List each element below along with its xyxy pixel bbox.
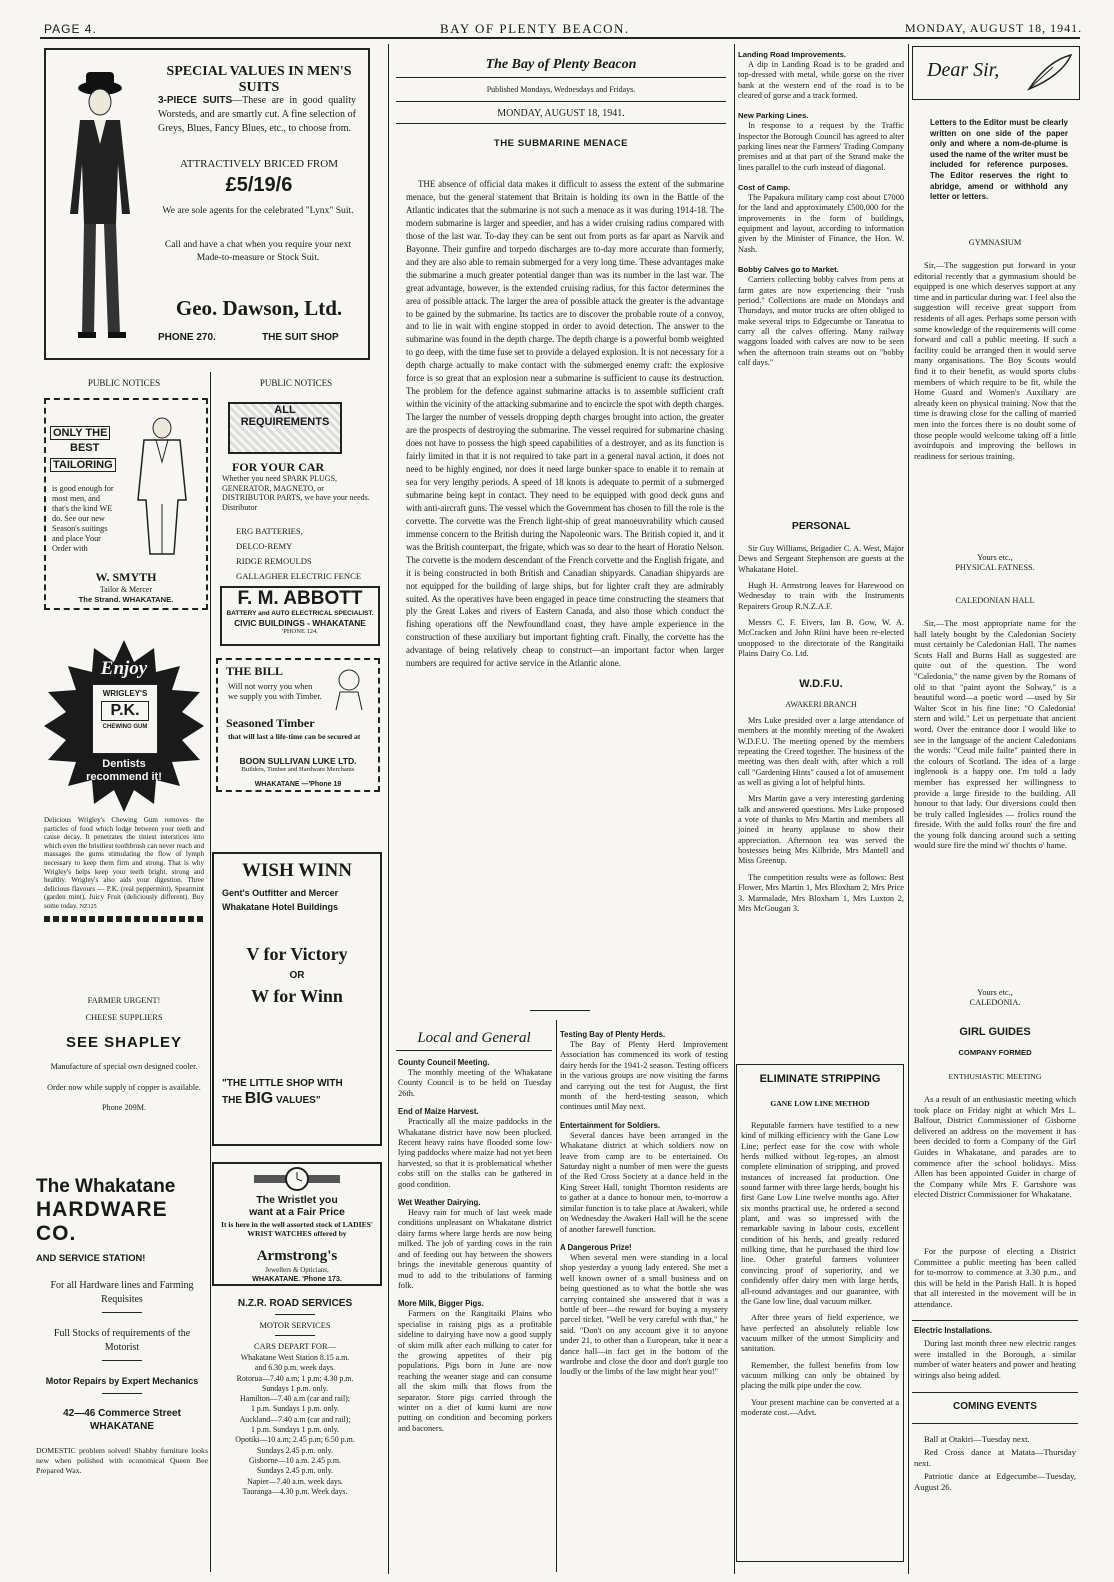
- timetable-line: Hamilton—7.40 a.m (car and rail);: [240, 1394, 350, 1404]
- girl-body: As a result of an enthusiastic meeting which took place on Friday night at which Mrs L. Balfour, District Commissioner of Gisborne delivered an address on the movement it has been decided to form a Company of the Girl Guides in Whakatane, and parades are to commence after the school holidays. Miss Allen has been appointed Guider in charge of the Company while Mrs F. Gartshore was elected District Commissioner for Whakatane.: [914, 1094, 1076, 1200]
- abbott-item-3: RIDGE REMOULDS: [236, 556, 312, 566]
- brief-body: Farmers on the Rangitaiki Plains who specialise in raising pigs as a profitable sideline to dairying have now a good supply of skim milk after each milking to cater for the growing appetites of their pig populations. Pigs born in June are now reaching the weaner stage and can consume all the skim milk that flows from the separator. Store pigs carried through the winter on a diet of kumi kumi are now putting on condition and becoming porkers and baconers.: [398, 1309, 552, 1433]
- coming-events-heading: COMING EVENTS: [953, 1401, 1037, 1412]
- abbott-body: Whether you need SPARK PLUGS, GENERATOR, MAGNETO, or DISTRIBUTOR PARTS, we have your needs. Distributor: [222, 474, 370, 512]
- hardware-c: Motor Repairs by Expert Mechanics: [45, 1376, 199, 1386]
- abbott-item-1: ERG BATTERIES,: [236, 526, 303, 536]
- tailor-man-illustration: [124, 414, 200, 564]
- hardware-t3: AND SERVICE STATION!: [36, 1252, 146, 1263]
- timetable-line: Gisborne—10 a.m. 2.45 p.m.: [248, 1455, 342, 1465]
- col4-news-briefs: [738, 46, 904, 371]
- editorial-title: THE SUBMARINE MENACE: [493, 138, 629, 149]
- armstrong-w1: The Wristlet you: [256, 1194, 338, 1206]
- dawson-suits-ad: [44, 48, 370, 360]
- dawson-title: SPECIAL VALUES IN MEN'S SUITS: [166, 64, 352, 95]
- paragraph: Reputable farmers have testified to a new kind of milking efficiency with the Gane Low Line; perfect ease for the cow with whole herds milked without leg-ropes, an almost complete elimination of stripping, and proved instances of increased fat production. One sound farmer with three large herds, bought his first Gane Low Line twelve months ago. After six months practical use, he ordered a second plant, and was so impressed with the remarkable saving in labour costs, excellent condition of his herds, and greatly reduced milking time, that he purchased the third low line. Other grateful farmers volunteer convincing proof of superiority, and we confidently offer dairy men with large herds, all-round advantages and our guarantee, with the Gane low line, dual vacuum milker.: [741, 1121, 899, 1306]
- event-item: Patriotic dance at Edgecumbe—Tuesday, August 26.: [914, 1471, 1076, 1492]
- brief-body: The Papakura military camp cost about £7000 for the land and approximately £500,000 for the improvements in the form of buildings, equipment and layout, according to information given by the Minister of Finance, the Hon. W. Nash.: [738, 193, 904, 254]
- personal-heading: PERSONAL: [791, 520, 851, 532]
- wrigley-gum: CHEWING GUM: [102, 724, 148, 730]
- armstrong-w2: want at a Fair Price: [249, 1206, 345, 1218]
- girl-guides-heading: GIRL GUIDES: [959, 1026, 1031, 1038]
- wrigley-pk: P.K.: [101, 701, 149, 721]
- winn-shop-2: THE: [222, 1095, 242, 1106]
- awakeri-heading: AWAKERI BRANCH: [785, 700, 857, 709]
- electric-heading: Electric Installations.: [914, 1326, 992, 1335]
- dawson-call: Call and have a chat when you require your next Made-to-measure or Stock Suit.: [164, 239, 352, 263]
- editorial-date: MONDAY, AUGUST 18, 1941.: [497, 108, 625, 119]
- bill-sub: Builders, Timber and Hardware Merchants: [241, 766, 355, 773]
- bill-last: that will last a life-time can be secured at: [228, 732, 361, 741]
- brief-body: In response to a request by the Traffic Inspector the Borough Council has agreed to alter parking lines near the Farmers' Trading Company premises and at that part of the Strand make the lines parallel to the curb instead of diagonal.: [738, 121, 904, 172]
- brief-body: Heavy rain for much of last week made conditions unpleasant on Whakatane district dairy farms where large herds are now being milked. The job of yarding cows in the rain and of feeding out hay between the showers brings the inevitable generous quantity of mud to add to the tribulations of farming folk.: [398, 1208, 552, 1290]
- letters-note: Letters to the Editor must be clearly written on one side of the paper only and where a nom-de-plume is used the name of the writer must be included for reference purposes. The Editor reserves the right to abridge, amend or withhold any letter or letters.: [930, 118, 1068, 202]
- shapley-see: SEE SHAPLEY: [65, 1034, 183, 1051]
- winn-outfitter-ad: [212, 852, 382, 1146]
- cal-sign-1: Yours etc.,: [977, 988, 1013, 997]
- abbott-s2: CIVIC BUILDINGS - WHAKATANE: [234, 618, 366, 628]
- paragraph: Sir Guy Williams, Brigadier C. A. West, Major Dews and Sergeant Stephenson are guests at the Whakatane Hotel.: [738, 544, 904, 574]
- hardware-addr1: 42—46 Commerce Street: [63, 1408, 181, 1419]
- wrigley-enjoy: Enjoy: [100, 658, 148, 679]
- dawson-phone: PHONE 270.: [158, 332, 216, 343]
- wdfu-items: [738, 716, 904, 920]
- bill-body: Will not worry you when we supply you with Timber.: [228, 682, 322, 701]
- dear-sir-script: Dear Sir,: [927, 59, 1000, 81]
- armstrong-body: It is here in the well assorted stock of LADIES' WRIST WATCHES offered by: [221, 1220, 373, 1238]
- paragraph: Messrs C. F. Eivers, Ian B. Gow, W. A. McCracken and John Riini have been re-elected unopposed to the directorate of the Rangitaiki Plains Dairy Co. Ltd.: [738, 618, 904, 659]
- elim-items: [741, 1121, 899, 1424]
- brief-heading: End of Maize Harvest.: [398, 1107, 479, 1117]
- hardware-domestic: DOMESTIC problem solved! Shabby furniture looks new when polished with economical Queen Bee Prepared Wax.: [36, 1446, 208, 1475]
- abbott-name: F. M. ABBOTT: [237, 588, 363, 609]
- paragraph: Your present machine can be converted at a moderate cost.—Advt.: [741, 1397, 899, 1417]
- gym-body: Sir,—The suggestion put forward in your editorial recently that a gymnasium should be equipped is one which deserves support at any time and in particular during war. I feel also the suggestion will receive great support from residents of all ages. Perhaps some person with some knowledge of the requirements will come forward and call a public meeting. If such a facility could be arranged then it would serve many organisations. The Boy Scouts would find it to their benefit, as would sports clubs members of which require to be fit, while the Home Guard and Women's Auxiliary are already keen on physical training. Now that the time is drawing close for the calling of married men into the forces there is no doubt some of those people would welcome taking off a little avoirdupois and improving the bellows in readiness for serious training.: [914, 260, 1076, 461]
- hardware-addr2: WHAKATANE: [89, 1421, 155, 1432]
- bill-title: THE BILL: [226, 664, 284, 678]
- masthead-title: BAY OF PLENTY BEACON.: [440, 21, 630, 36]
- wrigley-dentists: [54, 758, 194, 784]
- brief-heading: More Milk, Bigger Pigs.: [398, 1299, 484, 1309]
- masthead-date: MONDAY, AUGUST 18, 1941.: [905, 21, 1083, 35]
- masthead-rule: [40, 37, 1080, 39]
- brief-body: A dip in Landing Road is to be graded and top-dressed with metal, while gorse on the river bank at the western end of the road is to be cleared of gorse and a track formed.: [738, 60, 904, 101]
- girl-body-2: For the purpose of electing a District Committee a public meeting has been called for to-morrow to commence at 3.30 p.m., and this will be held in the Parish Hall. It is hoped that all interested in the movement will be in attendance.: [914, 1246, 1076, 1309]
- wrigley-body: [44, 816, 204, 912]
- paragraph: Remember, the fullest benefits from low vacuum milking can only be obtained by placing the milk pipe under the cow.: [741, 1360, 899, 1391]
- hardware-t1: The Whakatane: [36, 1176, 176, 1197]
- bill-illustration: [328, 666, 370, 710]
- event-item: Red Cross dance at Matata—Thursday next.: [914, 1447, 1076, 1468]
- timetable-line: Sundays 2.45 p.m. only.: [257, 1445, 333, 1455]
- winn-v1: V for Victory: [246, 944, 348, 964]
- dawson-body-text: —These are in good quality Worsteds, and are smartly cut. A fine selection of Greys, Blues, Fancy Blues, etc., to choose from.: [158, 95, 356, 134]
- brief-heading: County Council Meeting.: [398, 1058, 490, 1067]
- brief-heading: Wet Weather Dairying.: [398, 1198, 481, 1208]
- brief-heading: New Parking Lines.: [738, 111, 809, 121]
- abbott-item-2: DELCO-REMY: [236, 541, 293, 551]
- brief-body: The Bay of Plenty Herd Improvement Association has commenced its work of testing dairy herds for the 1941-2 season. Testing officers in the various groups are now visiting the farms and carrying out the test for August, the first month of the herd-testing season, which continues until May next.: [560, 1040, 728, 1112]
- editorial-paper-name: The Bay of Plenty Beacon: [485, 57, 637, 72]
- paragraph: The competition results were as follows: Best Flower, Mrs Martin 1, Mrs Bloxham 2, Mrs Price 3. Marmalade, Mrs Bloxham 1, Mrs Luxton 2, Mrs McGougan 3.: [738, 872, 904, 913]
- abbott-banner-1: ALL: [274, 404, 296, 416]
- wrigley-dent-2: recommend it!: [86, 771, 162, 783]
- elim-heading: ELIMINATE STRIPPING: [759, 1073, 881, 1085]
- smyth-sub2: The Strand. WHAKATANE.: [78, 595, 174, 604]
- abbott-banner: [228, 402, 342, 454]
- wrigley-dent-1: Dentists: [102, 758, 146, 770]
- nzr-road-services: [212, 1298, 378, 1497]
- timetable-line: 1 p.m. Sundays 1 p.m. only.: [250, 1404, 340, 1414]
- hardware-b: Full Stocks of requirements of the Motorist: [53, 1328, 191, 1353]
- nzr-timetable: [212, 1353, 378, 1497]
- brief-heading: Testing Bay of Plenty Herds.: [560, 1030, 666, 1039]
- timetable-line: Rotorua—7.40 a.m; 1 p.m; 4.30 p.m.: [236, 1373, 354, 1383]
- winn-title: WISH WINN: [242, 860, 352, 881]
- wdfu-heading: W.D.F.U.: [799, 678, 843, 690]
- nzr-cars: CARS DEPART FOR—: [254, 1342, 336, 1351]
- dawson-price: £5/19/6: [225, 174, 293, 196]
- abbott-s1: BATTERY and AUTO ELECTRICAL SPECIALIST.: [226, 610, 374, 617]
- timetable-line: Napier—7.40 a.m. week days.: [247, 1476, 343, 1486]
- nzr-title: N.Z.R. ROAD SERVICES: [237, 1298, 353, 1309]
- brief-body: The monthly meeting of the Whakatane County Council is to be held on Tuesday 26th.: [398, 1068, 552, 1098]
- abbott-list: [236, 524, 361, 584]
- local-right-column: [560, 1026, 728, 1381]
- brief-body: When several men were standing in a local shop yesterday a young lady entered. She met a well known owner of a small business and on being questioned as to what the bottle she was carrying contained she answered that it was a bottle of beer—the reward for buying a mystery parcel ticket. "Well be very careful with that," he said. "Don't on any account give it to anyone under 21, to other than a European, take it near a dance hall—in fact get in the bottom of the wardrobe and close the door and don't gurgle too loudly or the limbs of the law might hear you!": [560, 1252, 728, 1377]
- event-item: Ball at Otakiri—Tuesday next.: [924, 1434, 1030, 1444]
- timetable-line: Auckland—7.40 a.m (car and rail);: [239, 1414, 351, 1424]
- abbott-for: FOR YOUR CAR: [232, 460, 325, 474]
- smyth-body: is good enough for most men, and that's the kind WE do. See our new Season's suitings and place Your Order with: [52, 484, 114, 553]
- brief-heading: Entertainment for Soldiers.: [560, 1120, 661, 1130]
- paragraph: Mrs Martin gave a very interesting gardening talk and answered questions. Mrs Luke proposed a vote of thanks to Mrs Martin and members all joined in hearty applause to show their appreciation. Afternoon tea was served the hostesses being Mrs Kilbride, Mrs Mantell and Miss Greenup.: [738, 794, 904, 866]
- quill-icon: [1025, 51, 1073, 93]
- winn-or: OR: [289, 970, 305, 981]
- dear-sir-box: [912, 46, 1080, 100]
- dawson-agents: We are sole agents for the celebrated "Lynx" Suit.: [162, 205, 354, 216]
- smyth-tailoring-ad: [44, 398, 208, 610]
- local-left-column: [398, 1054, 552, 1437]
- smyth-name: W. SMYTH: [95, 570, 157, 584]
- hardware-t2: HARDWARE CO.: [36, 1198, 168, 1245]
- brief-heading: Bobby Calves go to Market.: [738, 265, 839, 275]
- nzr-motor: MOTOR SERVICES: [259, 1321, 331, 1330]
- winn-v2: W for Winn: [251, 986, 343, 1006]
- coming-events-box: [912, 1392, 1078, 1424]
- abbott-name-box: [220, 586, 380, 646]
- hardware-co-ad: [36, 1176, 208, 1476]
- shapley-f1: FARMER URGENT!: [87, 996, 161, 1005]
- wrigley-brand: WRIGLEY'S: [102, 689, 148, 698]
- timetable-line: Sundays 1 p.m. only.: [261, 1383, 329, 1393]
- armstrong-watches-ad: [212, 1162, 382, 1286]
- bill-seasoned: Seasoned Timber: [226, 716, 315, 730]
- armstrong-town: WHAKATANE. 'Phone 173.: [252, 1274, 342, 1283]
- timetable-line: Opotiki—10 a.m; 2.45 p.m; 6.50 p.m.: [235, 1435, 355, 1445]
- personal-items: [738, 544, 904, 665]
- cal-sign-2: CALEDONIA.: [969, 998, 1021, 1007]
- company-formed: COMPANY FORMED: [958, 1048, 1032, 1057]
- wrigley-gum-ad: [44, 640, 204, 920]
- brief-body: Practically all the maize paddocks in the Whakatane district have now been plucked. Recent heavy rains have flooded some low-lying paddocks where maize had not yet been harvested, so that it is problematical whether cobs still on the stalks can be gathered in good condition.: [398, 1117, 552, 1189]
- armstrong-name: Armstrong's: [256, 1248, 338, 1264]
- armstrong-sub: Jewellers & Opticians,: [265, 1266, 329, 1274]
- gym-sign-1: Yours etc.,: [977, 553, 1013, 562]
- events-list: [914, 1434, 1076, 1495]
- electric-body: During last month three new electric ranges were installed in the Borough, a similar number of water heaters and power and heating wirings also being added.: [914, 1338, 1076, 1380]
- brief-body: Carriers collecting bobby calves from pens at farm gates are now experiencing their "rush period." Collections are made on Mondays and Thursdays, and motor trucks are often obliged to make several trips to Edgecumbe or Taneatua to carry all the calves offering. Many railway waggons loaded with calves are now to be seen when the afternoon train steams out on "bobby calf days.": [738, 275, 904, 367]
- eliminate-stripping-ad: [736, 1064, 904, 1562]
- winn-shop-1: "THE LITTLE SHOP WITH: [222, 1078, 343, 1089]
- dawson-name: Geo. Dawson, Ltd.: [175, 296, 343, 320]
- winn-values: VALUES": [276, 1095, 321, 1106]
- winn-big: BIG: [244, 1090, 274, 1107]
- gym-heading: GYMNASIUM: [968, 238, 1022, 247]
- timetable-line: 1 p.m. Sundays 1 p.m. only.: [250, 1425, 340, 1435]
- dawson-shop: THE SUIT SHOP: [262, 332, 339, 343]
- abbott-s3: 'PHONE 124.: [282, 628, 318, 635]
- dawson-body: [158, 94, 356, 136]
- timetable-line: Sundays 2.45 p.m. only.: [257, 1466, 333, 1476]
- timetable-line: Whakatane West Station 8.15 a.m.: [240, 1353, 350, 1362]
- shapley-f2: CHEESE SUPPLIERS: [85, 1013, 163, 1022]
- bill-name: BOON SULLIVAN LUKE LTD.: [239, 756, 357, 766]
- brief-body: Several dances have been arranged in the Whakatane district at which soldiers now on leave from camp are to be entertained. On Saturday night a number of men were the guests of the Red Cross Society at a dance held in the King Street Hall, tonight Thornton residents are to gather at a dance to honour men, to-morrow a similar function is to take place at Awakeri, while on Wednesday the Awakeri Hall will be the scene of another farewell function.: [560, 1130, 728, 1234]
- smyth-h2: BEST: [70, 442, 100, 454]
- cal-heading: CALEDONIAN HALL: [955, 596, 1035, 605]
- brief-heading: Cost of Camp.: [738, 183, 791, 193]
- cal-body: Sir,—The most appropriate name for the hall lately bought by the Caledonian Society must certainly be Caledonian Hall. The names Scots Hall and Burns Hall as suggested are quite out of the question. The word "Caledonia," the name given by the Romans of old to that "paint ayont the Solway," is a beautiful word—a poetic word —used by Sir Walter Scot in his fine line: "O Caledonia! stern and wild." Let us perpetuate that ancient word. Over the entrance door I would like to see in the language of the ancient Caledonians the words: "Ceud mile failte" painted there in the colours of Scotland. The idea of a large inglenook is a happy one. I'm told a lady member has expressed her willingness to provide a large fireside to the building. All honour to that lady. Our diversions could then be truly called Inglesides — frolics round the fireside. With the auld folks roun' the fire and the young folk dancing around such a setting would sure fire the mind wi' thochts o' hame.: [914, 618, 1076, 851]
- shapley-m2: Order now while supply of copper is available.: [47, 1083, 201, 1092]
- enthusiastic-meeting: ENTHUSIASTIC MEETING: [948, 1072, 1042, 1081]
- public-notices-right: PUBLIC NOTICES: [259, 378, 333, 388]
- brief-heading: Landing Road Improvements.: [738, 50, 847, 59]
- page-number: PAGE 4.: [44, 22, 97, 36]
- shapley-m1: Manufacture of special own designed cooler.: [50, 1062, 198, 1071]
- timetable-line: and 6.30 p.m. week days.: [254, 1363, 336, 1373]
- shapley-ad: [44, 996, 204, 1112]
- hardware-a: For all Hardware lines and Farming Requisites: [50, 1280, 194, 1305]
- gane-heading: GANE LOW LINE METHOD: [770, 1099, 870, 1108]
- abbott-banner-2: REQUIREMENTS: [240, 416, 330, 428]
- editorial-body: THE absence of official data makes it difficult to assess the extent of the submarine menace, but the general statement that Britain is holding its own in the Battle of the Atlantic indicates that the submarine is not such a menace as it was during 1914-18. The modern submarine is larger and speedier, and has a wider cruising radius compared with those of the last war. To-day they can be sent out from ports as far apart as Narvik and Bayonne. Their gunfire and torpedo discharges are to-day more accurate than formerly, and they are also able to remain submerged for a very long time. These advantages make the submarine a much greater potential danger than was its number in the last war. The great advantage, however, is the extended cruising radius, for this factor determines the area of possible attack. The larger the area of possible attack the greater is the advantage to be gained by the submarine. Its tactics are to discover the probable route of a convoy, and to lie in wait with engine stopped in order to avoid detection. The answer to the submarine was found in the depth charge. The depth charge is a powerful bomb weighted to go deep, with the time fuse set to provide a delayed explosion. It is not necessary for a depth charge actually to make contact with the submerged enemy craft: the explosive force is so great that an explosion near a submarine is sufficient to cause its destruction. The problem for the defence against submarine attacks is to assemble sufficient craft within the vicinity of the attacking submarine and to encircle the spot with depth charges. The larger the number of vessels dropping depth charges brought into action, the greater are the prospects of destroying the submarine. The vessel required for submarine chasing does not have to possess the high speed capabilities of a destroyer, and as its function is fairly limited in that it is not required to take part in a general naval action, it does not need to be highly engined, nor does it need large bunker space to enable it to remain at sea for very lengthy periods. A speed of 18 knots is adequate to permit of a submerged submarine being kept in contact. They need to be equipped with good deck guns and with anti-aircraft guns. The vessel which the Government has chosen to fill the role is the corvette. The corvette was the French light-ship of great manoeuvrability which caused immense concern to the British during the Napoleonic wars. The British copied it, and it was the British counterpart, the frigate, which was so dear to the heart of Horatio Nelson. The corvette is the modern descendant of the French corvette and the English frigate, and it is being constructed in both British and Canadian shipyards. Canadian shipyards are not equipped for the building of large ships, but for lighter craft they are admirably suited. As the operatives have been engaged in peace time constructing the steamers that ply the Great Lakes and rivers of Eastern Canada, and also those which conduct the fishing operations off the Newfoundland coast, they have ample experience in the construction of these auxiliary but important fighting craft. Finally, the corvette has the advantage of being relatively cheap to construct—an important factor when larger numbers are required for active service in the Atlantic alone.: [406, 179, 724, 669]
- smyth-h1: ONLY THE: [50, 426, 110, 440]
- wrigley-tag: NZ125: [79, 903, 97, 910]
- winn-sub2: Whakatane Hotel Buildings: [222, 902, 339, 912]
- winn-shop: [222, 1076, 376, 1108]
- bill-town: WHAKATANE —'Phone 19: [254, 781, 342, 788]
- brief-heading: A Dangerous Prize!: [560, 1242, 632, 1252]
- paragraph: Hugh H. Armstrong leaves for Harewood on Wednesday to train with the Instruments Repairers Group R.N.Z.A.F.: [738, 581, 904, 611]
- dawson-lead: 3-PIECE SUITS: [158, 95, 233, 106]
- paragraph: After three years of field experience, we have perfected an absolutely reliable low vacuum milker of the utmost Simplicity and sanitation.: [741, 1313, 899, 1354]
- abbott-electrical-ad: [216, 396, 380, 646]
- wrigley-pack: [92, 684, 158, 754]
- public-notices-left: PUBLIC NOTICES: [87, 378, 161, 388]
- paragraph: Mrs Luke presided over a large attendance of members at the monthly meeting of the Awakeri W.D.F.U. The meeting opened by the members repeating the Creed together. The business of the meeting was then dealt with, after which a roll call "Gardening Hints" caused a lot of amusement as well as giving a lot of helpful hints.: [738, 716, 904, 788]
- gym-sign-2: PHYSICAL FATNESS.: [955, 563, 1035, 572]
- dawson-priced: ATTRACTIVELY BRICED FROM: [180, 158, 338, 170]
- abbott-item-4: GALLAGHER ELECTRIC FENCE: [236, 571, 362, 581]
- local-general-title: Local and General: [417, 1030, 531, 1046]
- smyth-h3: TAILORING: [50, 458, 116, 472]
- winn-sub1: Gent's Outfitter and Mercer: [222, 888, 339, 898]
- smyth-sub1: Tailor & Mercer: [99, 585, 153, 594]
- shapley-phone: Phone 209M.: [101, 1103, 147, 1112]
- wrigley-body-text: Delicious Wrigley's Chewing Gum removes the particles of food which lodge between your teeth and cause decay. It penetrates the tiniest interstices into which even the bristliest toothbrush can never reach and massages the gums stimulating the flow of lymph necessary to keep them firm and strong. That is why Wrigley's helps keep your teeth bright, strong and healthy. Wrigley's also aids your digestion. Three delicious flavours — P.K. (real peppermint), Spearmint (garden mint), Juicy Fruit (deliciously different). Buy some today.: [44, 816, 204, 910]
- timetable-line: Tauranga—4.30 p.m. Week days.: [242, 1486, 348, 1496]
- wrigley-border: [44, 916, 204, 922]
- wristwatch-icon: [254, 1166, 340, 1192]
- boon-sullivan-timber-ad: [216, 658, 380, 792]
- editorial-publication: Published Mondays, Wednesdays and Fridays.: [486, 85, 636, 94]
- suited-man-illustration: [52, 64, 152, 346]
